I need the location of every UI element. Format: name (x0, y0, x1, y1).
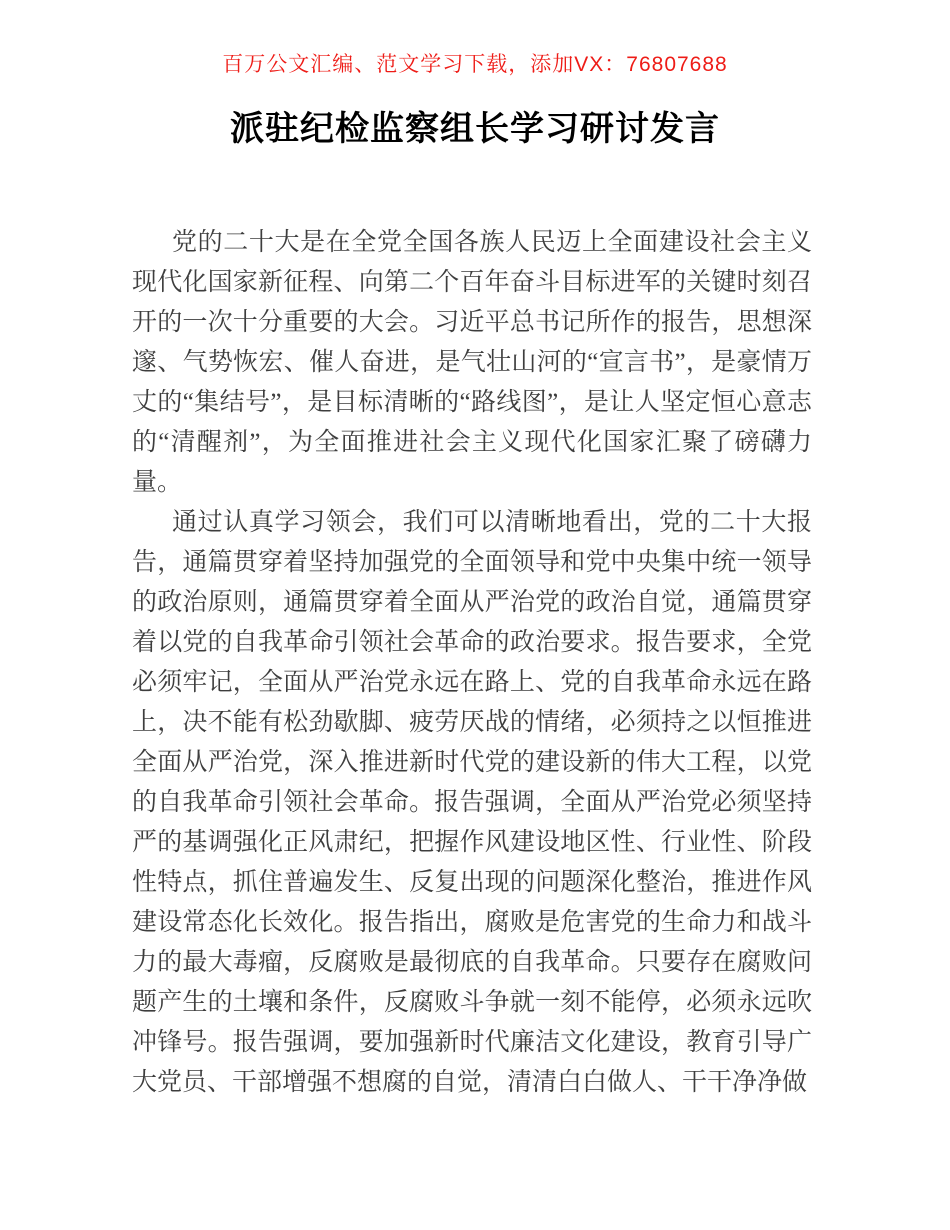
document-body (132, 223, 812, 1103)
body-paragraph: 党的二十大是在全党全国各族人民迈上全面建设社会主义现代化国家新征程、向第二个百年奋斗目标进军的关键时刻召开的一次十分重要的大会。习近平总书记所作的报告，思想深邃、气势恢宏、催人奋进，是气壮山河的“宣言书”，是豪情万丈的“集结号”，是目标清晰的“路线图”，是让人坚定恒心意志的“清醒剂”，为全面推进社会主义现代化国家汇聚了磅礴力量。 (132, 229, 812, 496)
body-paragraph: 通过认真学习领会，我们可以清晰地看出，党的二十大报告，通篇贯穿着坚持加强党的全面领导和党中央集中统一领导的政治原则，通篇贯穿着全面从严治党的政治自觉，通篇贯穿着以党的自我革命引领社会革命的政治要求。报告要求，全党必须牢记，全面从严治党永远在路上、党的自我革命永远在路上，决不能有松劲歇脚、疲劳厌战的情绪，必须持之以恒推进全面从严治党，深入推进新时代党的建设新的伟大工程，以党的自我革命引领社会革命。报告强调，全面从严治党必须坚持严的基调强化正风肃纪，把握作风建设地区性、行业性、阶段性特点，抓住普遍发生、反复出现的问题深化整治，推进作风建设常态化长效化。报告指出，腐败是危害党的生命力和战斗力的最大毒瘤，反腐败是最彻底的自我革命。只要存在腐败问题产生的土壤和条件，反腐败斗争就一刻不能停，必须永远吹冲锋号。报告强调，要加强新时代廉洁文化建设，教育引导广大党员、干部增强不想腐的自觉，清清白白做人、干干净净做 (132, 509, 812, 1096)
document-title: 派驻纪检监察组长学习研讨发言 (230, 111, 720, 148)
header-promo-text: 百万公文汇编、范文学习下载，添加VX：76807688 (222, 53, 728, 76)
